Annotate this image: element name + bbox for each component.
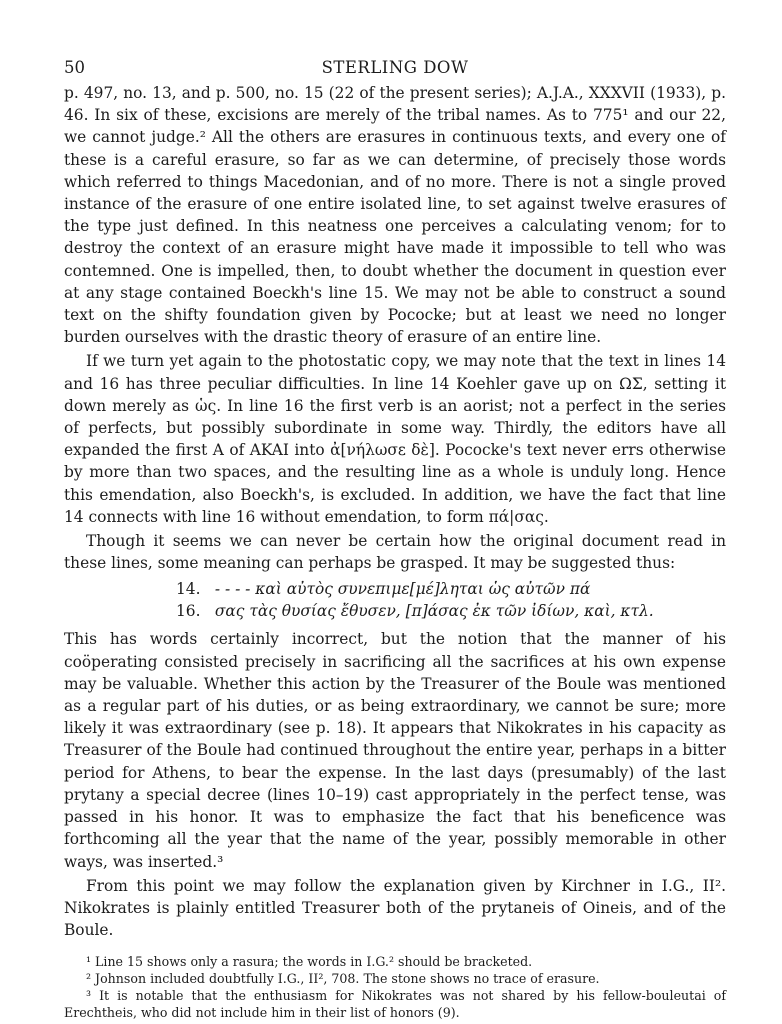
greek-line-14 xyxy=(176,578,726,600)
paragraph-interpretation: This has words certainly incorrect, but the notion that the manner of his coöperating consisted precisely in sacrificing all the sacrifices at his own expense may be valuable. Whether this action by the Treasurer of the Boule was mentioned as a regular part of his duties, or as being extraordinary, we cannot be sure; more likely it was extraordinary (see p. 18). It appears that Nikokrates in his capacity as Treasurer of the Boule had continued throughout the entire year, perhaps in a bitter period for Athens, to bear the expense. In the last days (presumably) of the last prytany a special decree (lines 10–19) cast appropriately in the perfect tense, was passed in his honor. It was to emphasize the fact that his beneficence was forthcoming all the year that the name of the year, possibly memorable in other ways, was inserted.³ xyxy=(64,630,726,871)
paragraph-erasures: p. 497, no. 13, and p. 500, no. 15 (22 of the present series); A.J.A., XXXVII (1933), p. 46. In six of these, excisions are merely of the tribal names. As to 775¹ and our 22, we cannot judge.² All the others are erasures in continuous texts, and every one of these is a careful erasure, so far as we can determine, of precisely those words which referred to things Macedonian, and of no more. There is not a single proved instance of the erasure of one entire isolated line, to set against twelve erasures of the type just defined. In this neatness one perceives a calculating venom; for to destroy the context of an erasure might have made it impossible to tell who was contemned. One is impelled, then, to doubt whether the document in question ever at any stage contained Boeckh's line 15. We may not be able to construct a sound text on the shifty foundation given by Pococke; but at least we need no longer burden ourselves with the drastic theory of erasure of an entire line. xyxy=(64,84,726,347)
footnote-1: ¹ Line 15 shows only a rasura; the words in I.G.² should be bracketed. xyxy=(86,954,533,970)
greek-line-text: - - - - καὶ αὐτὸς συνεπιμε[μέ]ληται ὡς αὐτῶν πά xyxy=(214,580,591,599)
running-head xyxy=(64,52,726,82)
paragraph-suggestion: Though it seems we can never be certain how the original document read in these lines, some meaning can perhaps be grasped. It may be suggested thus: xyxy=(64,532,726,573)
page-number: 50 xyxy=(64,58,85,77)
greek-line-text: σας τὰς θυσίας ἔθυσεν, [π]άσας ἐκ τῶν ἰδίων, καὶ, κτλ. xyxy=(214,602,654,621)
running-title: STERLING DOW xyxy=(321,58,469,77)
greek-line-number: 14. xyxy=(176,580,201,599)
paragraph-photostatic-copy: If we turn yet again to the photostatic copy, we may note that the text in lines 14 and 16 has three peculiar difficulties. In line 14 Koehler gave up on ΩΣ, setting it down merely as ὡς. In line 16 the first verb is an aorist; not a perfect in the series of perfects, but possibly subordinate in some way. Thirdly, the editors have all expanded the first A of AKAI into ἀ[νήλωσε δὲ]. Pococke's text never errs otherwise by more than two spaces, and the resulting line as a whole is unduly long. Hence this emendation, also Boeckh's, is excluded. In addition, we have the fact that line 14 connects with line 16 without emendation, to form πά|σας. xyxy=(64,352,726,526)
paragraph-kirchner: From this point we may follow the explanation given by Kirchner in I.G., II². Nikokrates is plainly entitled Treasurer both of the prytaneis of Oineis, and of the Boule. xyxy=(64,876,726,940)
greek-line-16 xyxy=(176,600,726,622)
footnote-2: ² Johnson included doubtfully I.G., II², 708. The stone shows no trace of erasure. xyxy=(86,971,600,987)
greek-line-number: 16. xyxy=(176,602,201,621)
document-page xyxy=(64,52,726,1021)
footnotes xyxy=(64,953,726,1021)
greek-text-block xyxy=(176,578,726,622)
footnote-3: ³ It is notable that the enthusiasm for Nikokrates was not shared by his fellow-bouleutai of Erechtheis, who did not include him in their list of honors (9). xyxy=(64,988,726,1021)
